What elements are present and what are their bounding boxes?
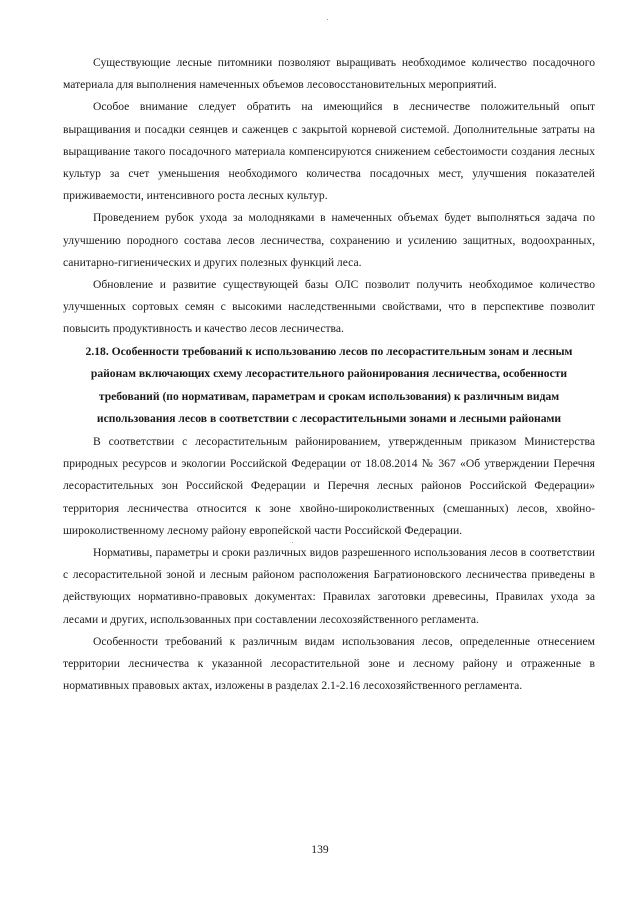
scan-speck [327, 19, 328, 20]
paragraph-requirements: Особенности требований к различным видам использования лесов, определенные отнесением территории лесничества к указанной лесорастительной зоне и лесному району и отраженные в нормативных правовых актах, изложены в разделах 2.1-2.16 лесохозяйственного регламента. [63, 634, 595, 693]
section-heading-line: требований (по нормативам, параметрам и срокам использования) к различным видам [98, 389, 560, 403]
paragraph-nurseries: Существующие лесные питомники позволяют выращивать необходимое количество посадочного материала для выполнения намеченных объемов лесовосстановительных мероприятий. [63, 56, 595, 92]
paragraph-closed-root-system: Особое внимание следует обратить на имеющийся в лесничестве положительный опыт выращивания и посадки сеянцев и саженцев с закрытой корневой системой. Дополнительные затраты на выращивание такого посадочного материала компенсируются снижением себестоимости создания лесных культур за счет уменьшения необходимого количества посадочных мест, улучшения показателей приживаемости, интенсивного роста лесных культур. [63, 100, 595, 203]
section-heading-line: использования лесов в соответствии с лесорастительными зонами и лесными районами [96, 412, 562, 426]
paragraph-norms: Нормативы, параметры и сроки различных видов разрешенного использования лесов в соответствии с лесорастительной зоной и лесным районом расположения Багратионовского лесничества приведены в действующих нормативно-правовых документах: Правилах заготовки древесины, Правилах ухода за лесами и других, использованных при составлении лесохозяйственного регламента. [63, 546, 595, 626]
page-number: 139 [311, 843, 329, 856]
paragraph-thinning: Проведением рубок ухода за молодняками в намеченных объемах будет выполняться задача по улучшению породного состава лесов лесничества, сохранению и усилению защитных, водоохранных, санитарно-гигиенических и других полезных функций леса. [63, 211, 595, 269]
paragraph-zoning: В соответствии с лесорастительным районированием, утвержденным приказом Министерства природных ресурсов и экологии Российской Федерации от 18.08.2014 № 367 «Об утверждении Перечня лесорастительных зон Российской Федерации и Перечня лесных районов Российской Федерации» территория лесничества относится к зоне хвойно-широколиственных (смешанных) лесов, хвойно-широколиственному лесному району европейской части Российской Федерации. [63, 435, 595, 537]
section-heading-line: районам включающих схему лесорастительного районирования лесничества, особенности [90, 367, 568, 381]
paragraph-seed-base: Обновление и развитие существующей базы ОЛС позволит получить необходимое количество улучшенных сортовых семян с высокими наследственными свойствами, что в перспективе позволит повысить продуктивность и качество лесов лесничества. [63, 278, 595, 336]
section-heading [63, 341, 595, 431]
page-body [63, 52, 595, 697]
section-heading-line: 2.18. Особенности требований к использованию лесов по лесорастительным зонам и лесным [85, 344, 573, 358]
